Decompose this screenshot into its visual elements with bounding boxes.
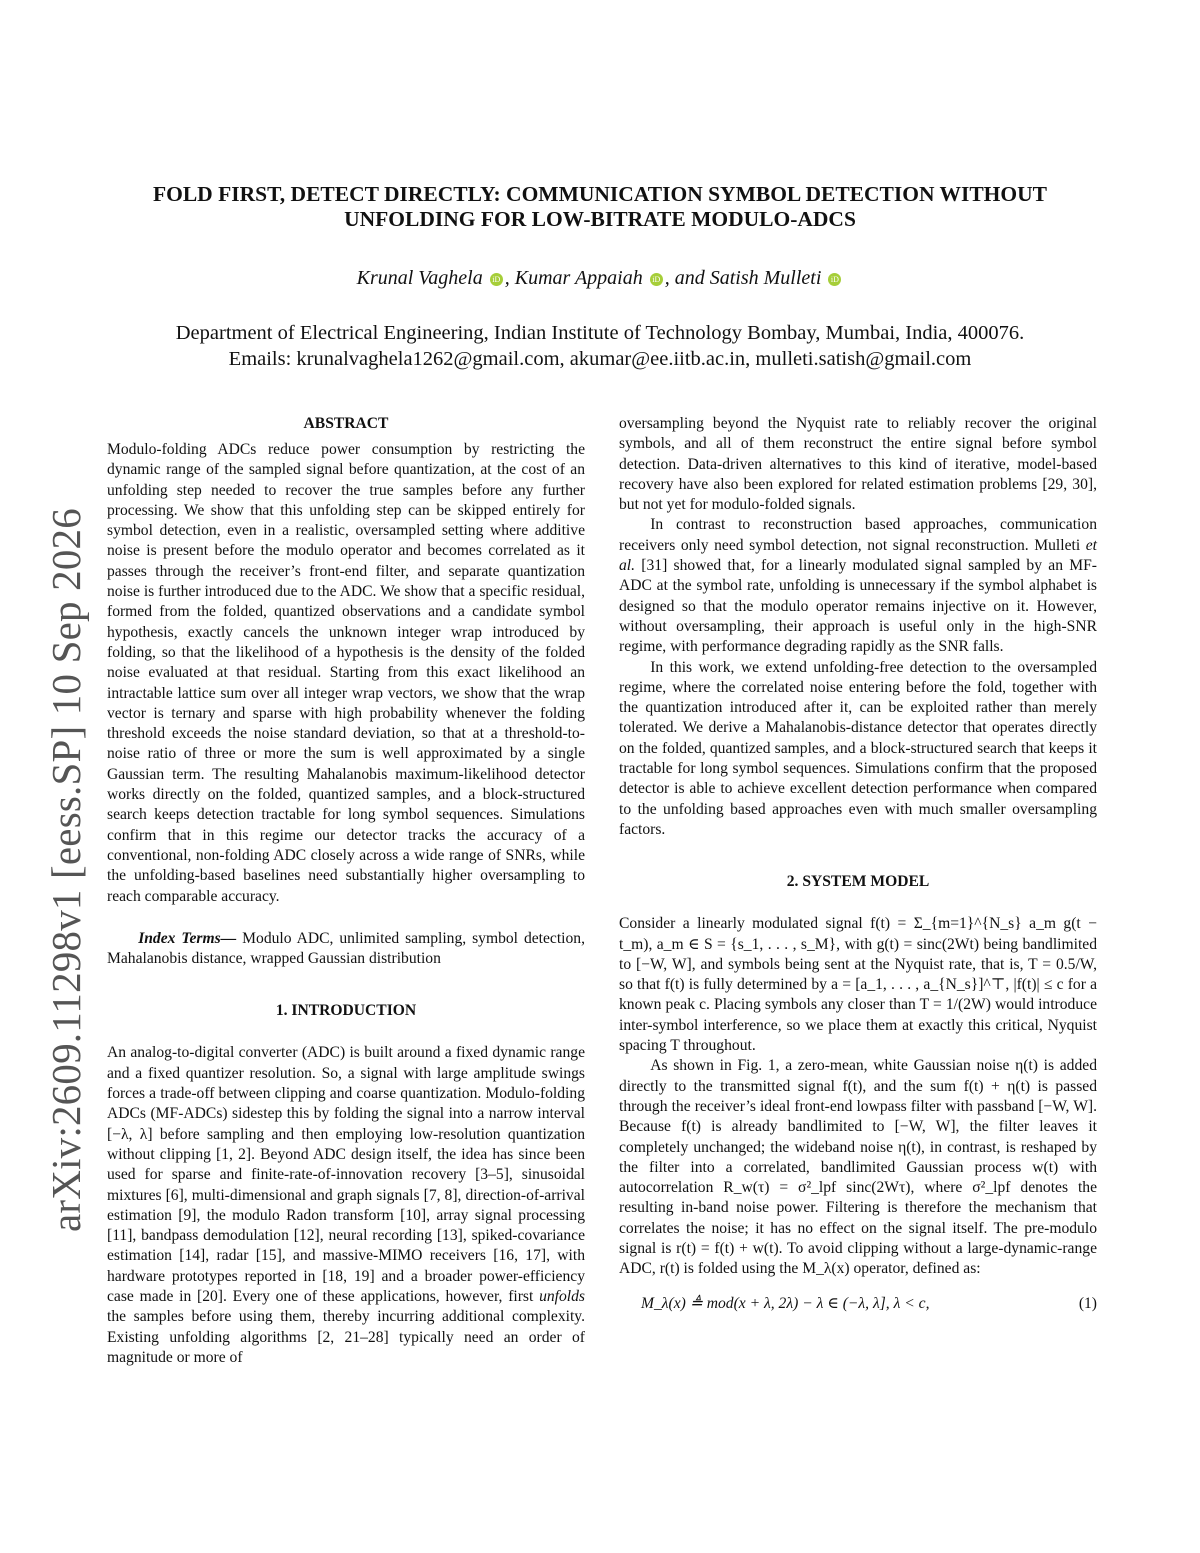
author-2: , Kumar Appaiah [504, 267, 643, 289]
author-3: , and Satish Mulleti [664, 267, 822, 289]
equation-1 [619, 1294, 1097, 1314]
intro2-emphasis: et al. [619, 536, 1097, 575]
index-terms-label: Index Terms— [138, 929, 237, 947]
paper-title [100, 182, 1100, 232]
author-list [100, 266, 1100, 290]
left-column [107, 414, 585, 1368]
orcid-icon[interactable]: iD [828, 273, 841, 286]
intro-text-b: the samples before using them, thereby incurring additional complexity. Existing unfolding algorithms [2, 21–28] typically need an order of magnitude or more of [107, 1308, 585, 1366]
emails: Emails: krunalvaghela1262@gmail.com, akumar@ee.iitb.ac.in, mulleti.satish@gmail.com [228, 348, 972, 370]
system-model-heading: 2. SYSTEM MODEL [786, 873, 930, 891]
affiliation-block [100, 320, 1100, 372]
intro-continuation: oversampling beyond the Nyquist rate to reliably recover the original symbols, and all of them reconstruct the entire signal before symbol detection. Data-driven alternatives to this kind of iterative, model-based recovery have also been explored for related estimation problems [29, 30], but not yet for modulo-folded signals. [619, 415, 1097, 514]
index-terms-body: Modulo ADC, unlimited sampling, symbol detection, Mahalanobis distance, wrapped Gaussian distribution [107, 929, 585, 968]
orcid-icon[interactable]: iD [650, 273, 663, 286]
intro-emphasis: unfolds [539, 1287, 585, 1305]
title-line-2: UNFOLDING FOR LOW-BITRATE MODULO-ADCS [344, 207, 856, 231]
paper-header [100, 182, 1100, 372]
introduction-paragraph [107, 1043, 585, 1368]
intro2-text-b: [31] showed that, for a linearly modulated signal sampled by an MF-ADC at the symbol rate, unfolding is unnecessary if the symbol alphabet is designed so that the modulo operator remains injective on it. However, without oversampling, their approach is useful only in the high-SNR regime, with performance degrading rapidly as the SNR falls. [619, 557, 1097, 656]
intro2-text-a: In contrast to reconstruction based approaches, communication receivers only need symbol detection, not signal reconstruction. Mulleti [619, 516, 1097, 554]
abstract-body: Modulo-folding ADCs reduce power consumption by restricting the dynamic range of the sampled signal before quantization, at the cost of an unfolding step needed to recover the true samples before any further processing. We show that this unfolding step can be skipped entirely for symbol detection, even in a realistic, oversampled setting where additive noise is present before the modulo operator and becomes correlated as it passes through the receiver’s front-end filter, and separate quantization noise is further introduced due to the ADC. We show that a specific residual, formed from the folded, quantized observations and a candidate symbol hypothesis, exactly cancels the unknown integer wrap introduced by folding, so that the likelihood of a hypothesis is the density of the folded noise evaluated at that residual. Starting from this exact likelihood an intractable lattice sum over all integer wrap vectors, we show that the wrap vector is ternary and sparse with high probability whenever the folding threshold exceeds the noise standard deviation, so that at a threshold-to-noise ratio of three or more the sum is well approximated by a single Gaussian term. The resulting Mahalanobis maximum-likelihood detector works directly on the folded, quantized samples, and a block-structured search keeps detection tractable for long symbol sequences. Simulations confirm that in this regime our detector tracks the accuracy of a conventional, non-folding ADC closely across a wide range of SNRs, while the unfolding-based baselines need substantially higher oversampling to reach comparable accuracy. [107, 441, 585, 905]
orcid-icon[interactable]: iD [490, 273, 503, 286]
system-model-paragraph-1: Consider a linearly modulated signal f(t) = Σ_{m=1}^{N_s} a_m g(t − t_m), a_m ∈ S = {s_1, . . . , s_M}, with g(t) = sinc(2Wt) being bandlimited to [−W, W], and symbols being sent at the Nyquist rate, that is, T = 0.5/W, so that f(t) is fully determined by a = [a_1, . . . , a_{N_s}]^⊤, |f(t)| ≤ c for a known peak c. Placing symbols any closer than T = 1/(2W) would introduce inter-symbol interference, so we place them at exactly this critical, Nyquist spacing T throughout. [619, 915, 1097, 1055]
affiliation: Department of Electrical Engineering, Indian Institute of Technology Bombay, Mumbai, India, 400076. [175, 322, 1025, 344]
intro-text-a: An analog-to-digital converter (ADC) is built around a fixed dynamic range and a fixed quantizer resolution. So, a signal with large amplitude swings forces a trade-off between clipping and coarse quantization. Modulo-folding ADCs (MF-ADCs) sidestep this by folding the signal into a narrow interval [−λ, λ] before sampling and then employing low-resolution quantization without clipping [1, 2]. Beyond ADC design itself, the idea has since been used for sparse and finite-rate-of-innovation recovery [3–5], sinusoidal mixtures [6], multi-dimensional and graph signals [7, 8], direction-of-arrival estimation [9], the modulo Radon transform [10], array signal processing [11], bandpass demodulation [12], neural recording [13], spiked-covariance estimation [14], radar [15], and massive-MIMO receivers [16, 17], with hardware prototypes reported in [18, 19] and a broader power-efficiency case made in [20]. Every one of these applications, however, first [107, 1044, 585, 1305]
introduction-heading: 1. INTRODUCTION [275, 1002, 417, 1020]
arxiv-identifier-text: arXiv:2609.11298v1 [eess.SP] 10 Sep 2026 [43, 508, 89, 1232]
title-line-1: FOLD FIRST, DETECT DIRECTLY: COMMUNICATION SYMBOL DETECTION WITHOUT [152, 182, 1047, 206]
right-column [619, 414, 1097, 1314]
abstract-heading: ABSTRACT [303, 415, 389, 432]
equation-body: M_λ(x) ≜ mod(x + λ, 2λ) − λ ∈ (−λ, λ], λ < c, [641, 1294, 930, 1312]
system-model-paragraph-2: As shown in Fig. 1, a zero-mean, white Gaussian noise η(t) is added directly to the transmitted signal f(t), and the sum f(t) + η(t) is passed through the receiver’s ideal front-end lowpass filter with passband [−W, W]. Because f(t) is already bandlimited to [−W, W], the filter leaves it completely unchanged; the wideband noise η(t), in contrast, is reshaped by the filter into a correlated, bandlimited Gaussian process w(t) with autocorrelation R_w(τ) = σ²_lpf sinc(2Wτ), where σ²_lpf denotes the resulting in-band noise power. Filtering is therefore the mechanism that correlates the noise; it has no effect on the signal itself. The pre-modulo signal is r(t) = f(t) + w(t). To avoid clipping without a large-dynamic-range ADC, r(t) is folded using the M_λ(x) operator, defined as: [619, 1057, 1097, 1278]
index-terms [107, 929, 585, 970]
equation-number: (1) [1078, 1294, 1097, 1312]
intro-paragraph-2 [619, 515, 1097, 657]
arxiv-side-identifier [43, 420, 89, 1320]
author-1: Krunal Vaghela [356, 267, 483, 289]
intro-paragraph-3: In this work, we extend unfolding-free detection to the oversampled regime, where the correlated noise entering before the fold, together with the quantization introduced after it, can be exploited rather than merely tolerated. We derive a Mahalanobis-distance detector that operates directly on the folded, quantized samples, and a block-structured search that keeps it tractable for long symbol sequences. Simulations confirm that the proposed detector is able to achieve excellent detection performance when compared to the unfolding based approaches even with much smaller oversampling factors. [619, 658, 1097, 838]
